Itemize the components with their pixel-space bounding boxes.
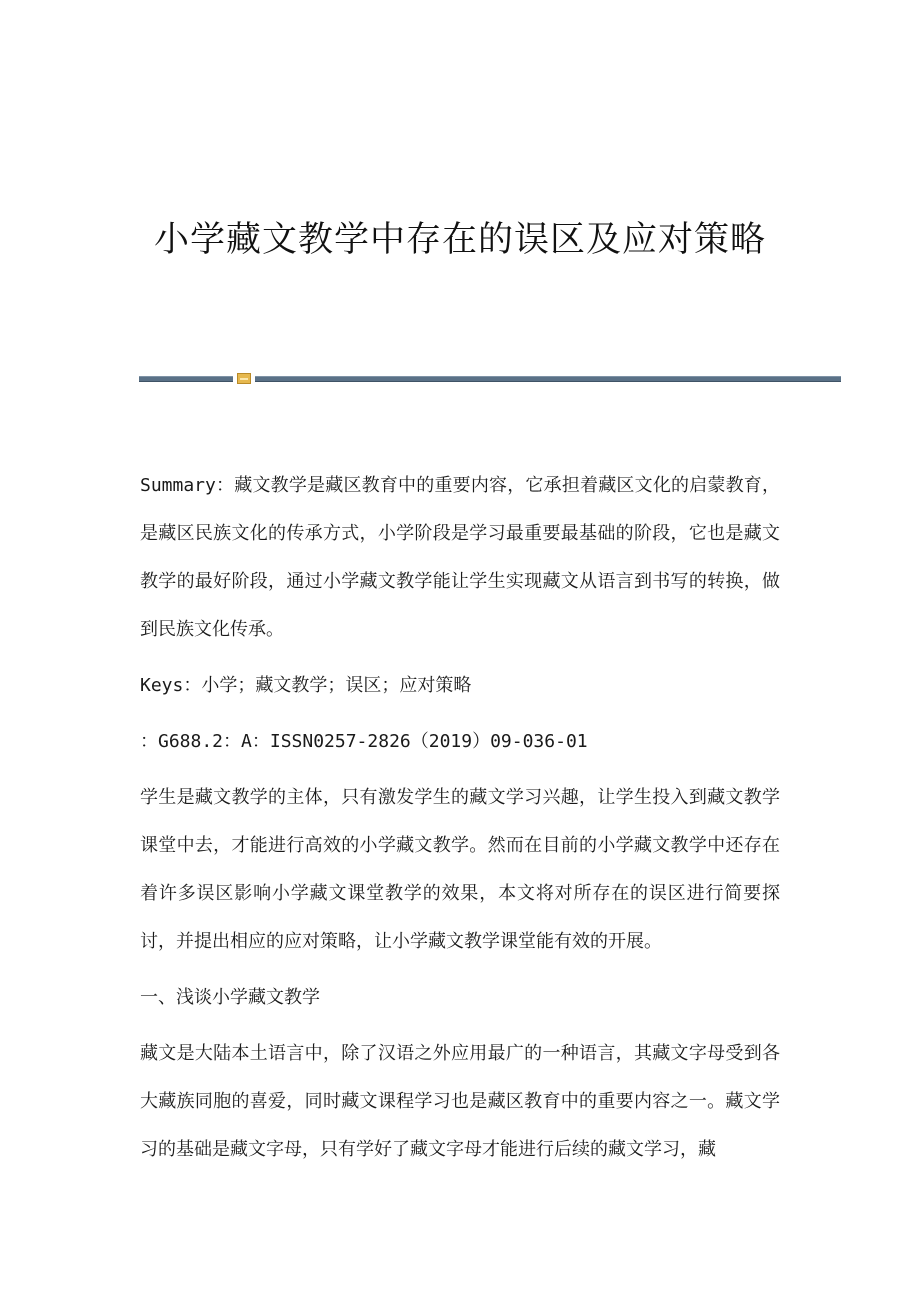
keys-text: 小学；藏文教学；误区；应对策略	[201, 675, 472, 696]
intro-paragraph: 学生是藏文教学的主体，只有激发学生的藏文学习兴趣，让学生投入到藏文教学课堂中去，才能进行高效的小学藏文教学。然而在目前的小学藏文教学中还存在着许多误区影响小学藏文课堂教学的效果，本文将对所存在的误区进行简要探讨，并提出相应的应对策略，让小学藏文教学课堂能有效的开展。	[140, 787, 780, 952]
section-heading: 一、浅谈小学藏文教学	[140, 987, 320, 1008]
title-divider	[139, 372, 841, 386]
document-title: 小学藏文教学中存在的误区及应对策略	[153, 220, 766, 260]
keys-paragraph	[140, 662, 780, 710]
section-paragraph: 藏文是大陆本土语言中，除了汉语之外应用最广的一种语言，其藏文字母受到各大藏族同胞的喜爱，同时藏文课程学习也是藏区教育中的重要内容之一。藏文学习的基础是藏文字母，只有学好了藏文字母才能进行后续的藏文学习，藏	[140, 1043, 780, 1160]
summary-text: 藏文教学是藏区教育中的重要内容，它承担着藏区文化的启蒙教育，是藏区民族文化的传承方式，小学阶段是学习最重要最基础的阶段，它也是藏文教学的最好阶段，通过小学藏文教学能让学生实现藏文从语言到书写的转换，做到民族文化传承。	[140, 475, 781, 640]
divider-bar-right	[255, 376, 841, 382]
document-body	[140, 462, 780, 1182]
keys-label: Keys：	[140, 675, 202, 696]
divider-bar-left	[139, 376, 233, 382]
divider-ornament-icon	[237, 373, 251, 384]
classification-line: ：G688.2：A：ISSN0257-2826（2019）09-036-01	[140, 731, 588, 752]
summary-label: Summary：	[140, 475, 235, 496]
summary-paragraph	[140, 462, 780, 654]
